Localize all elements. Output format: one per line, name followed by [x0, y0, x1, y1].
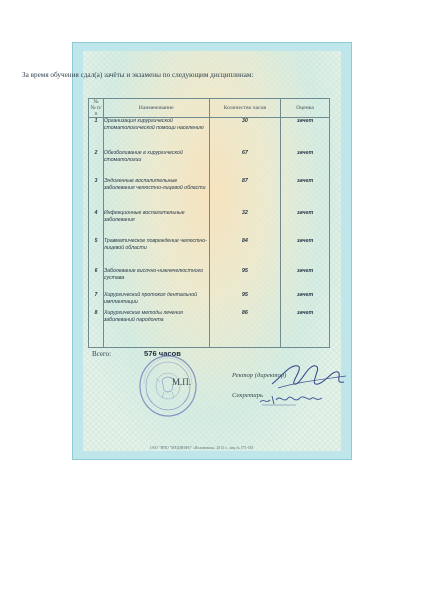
hours-value: 32 [209, 210, 281, 238]
discipline-name: Организация хирургической стоматологической помощи населению [103, 118, 209, 150]
table-row [89, 178, 330, 210]
hours-value: 87 [209, 178, 281, 210]
table-row [89, 292, 330, 310]
hours-value: 67 [209, 150, 281, 178]
table-row [89, 268, 330, 292]
grade-value: зачет [281, 178, 330, 210]
hours-value: 30 [209, 118, 281, 150]
grade-value: зачет [281, 118, 330, 150]
column-header-hours: Количество часов [209, 99, 281, 118]
grade-value: зачет [281, 268, 330, 292]
discipline-name: Заболевание височно-нижнечелюстного сустава [103, 268, 209, 292]
row-number: 8 [89, 310, 104, 348]
row-number: 7 [89, 292, 104, 310]
row-number: 6 [89, 268, 104, 292]
hours-value: 84 [209, 238, 281, 268]
grade-value: зачет [281, 310, 330, 348]
hours-value: 95 [209, 292, 281, 310]
hours-value: 95 [209, 268, 281, 292]
discipline-name: Обезболивание в хирургической стоматологии [103, 150, 209, 178]
discipline-name: Хирургический протокол дентальной имплантации [103, 292, 209, 310]
hours-value: 86 [209, 310, 281, 348]
grade-value: зачет [281, 292, 330, 310]
secretary-signature [256, 386, 326, 408]
disciplines-table [88, 98, 330, 348]
discipline-name: Травматическое повреждение челюстно-лицевой области [103, 238, 209, 268]
total-hours-value: 576 часов [144, 349, 181, 358]
stamp-place-label: М.П. [172, 377, 192, 387]
row-number: 2 [89, 150, 104, 178]
table-row [89, 210, 330, 238]
table-row [89, 150, 330, 178]
grade-value: зачет [281, 238, 330, 268]
printer-imprint: ООО "НПО "МЕДИНФО" «Вольмекон», 2015 г., лиц.№ 575-018 [150, 446, 254, 450]
section-heading: За время обучения сдал(а) зачёты и экзамены по следующим дисциплинам: [22, 71, 254, 79]
row-number: 5 [89, 238, 104, 268]
table-row [89, 310, 330, 348]
discipline-name: Хирургические методы лечения заболеваний пародонта [103, 310, 209, 348]
row-number: 1 [89, 118, 104, 150]
column-header-grade: Оценка [281, 99, 330, 118]
row-number: 4 [89, 210, 104, 238]
discipline-name: Эндогенные воспалительные заболевания челюстно-лицевой области [103, 178, 209, 210]
secretary-label: Секретарь [232, 392, 264, 399]
grade-value: зачет [281, 150, 330, 178]
column-header-number: № № п/п [90, 99, 102, 117]
grade-value: зачет [281, 210, 330, 238]
row-number: 3 [89, 178, 104, 210]
table-row [89, 238, 330, 268]
rector-label: Ректор (директор) [232, 372, 287, 379]
discipline-name: Инфекционные воспалительные заболевания [103, 210, 209, 238]
table-row [89, 118, 330, 150]
column-header-name: Наименование [103, 99, 209, 118]
total-label: Всего: [92, 350, 112, 358]
table-header-row [89, 99, 330, 118]
